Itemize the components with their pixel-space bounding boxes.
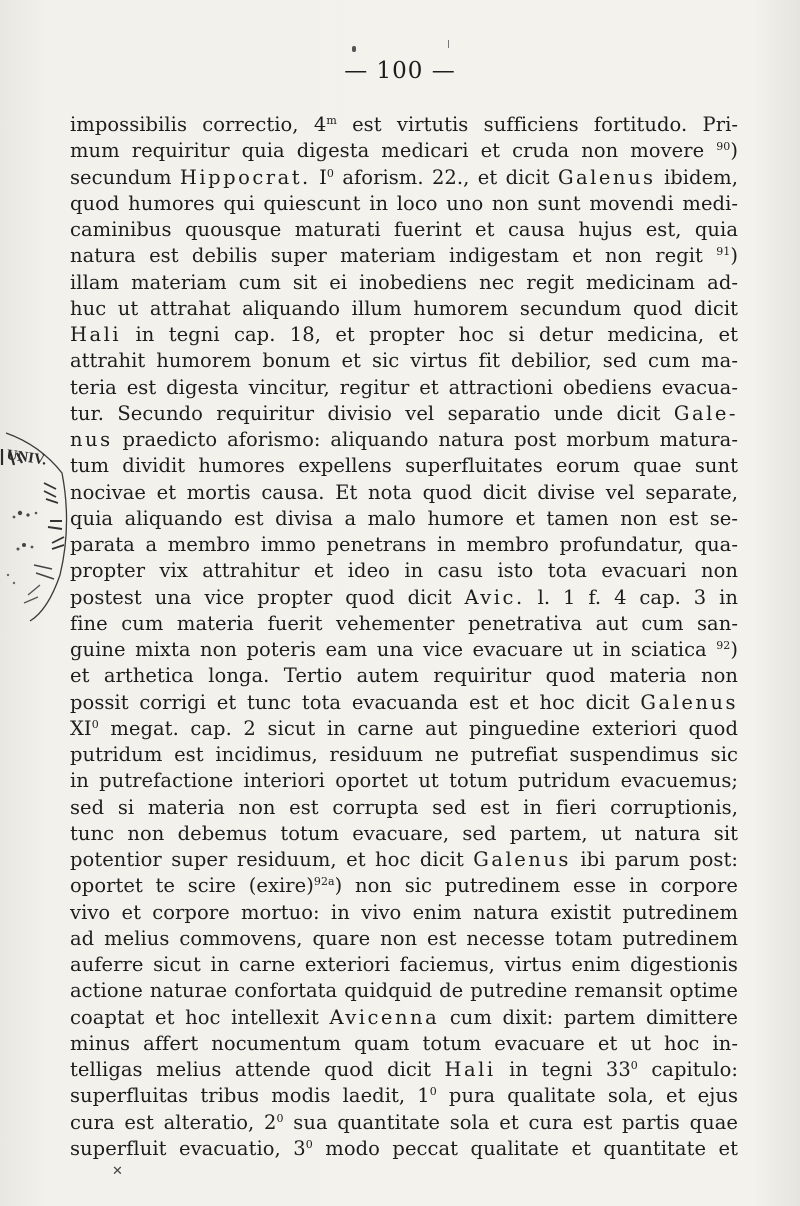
text-segment: huc ut attrahat aliquando illum humorem secundum quod dicit [70,296,738,320]
text-segment: mum requiritur quia digesta medicari et cruda non movere [70,139,717,163]
text-segment: teria est digesta vincitur, regitur et attractioni obediens evacua- [70,375,738,399]
text-segment: actione naturae confortata quidquid de putredine remansit optime [70,979,738,1003]
text-line [70,690,738,716]
text-line [70,637,738,663]
text-segment: Galenus [473,848,571,871]
text-segment: Avic. [464,585,525,609]
text-segment: cum dixit: partem dimittere [439,1005,739,1029]
ink-mark: ✕ [112,1164,123,1179]
text-segment: in tegni cap. 18, et propter hoc si detur medicina, et [121,323,738,346]
text-line [70,217,738,243]
text-segment: aforism. 22., et dicit [333,165,558,189]
text-segment: tunc non debemus totum evacuare, sed partem, ut natura sit [70,821,738,845]
text-segment: minus affert nocumentum quam totum evacuare et ut hoc in- [70,1031,738,1055]
text-line [70,532,738,558]
body-text [70,112,738,1162]
text-line [70,742,738,768]
text-line [70,348,738,374]
text-segment: Galenus [557,165,656,189]
text-line [70,1136,738,1162]
text-line [70,900,738,926]
text-line [70,480,738,506]
text-segment: guine mixta non poteris eam una vice evacuare ut in sciatica [70,638,717,661]
text-segment: telligas melius attende quod dicit [70,1058,445,1081]
footnote-ref: 0 [276,1111,284,1125]
text-segment: sua quantitate sola et cura est partis quae [283,1110,738,1134]
text-segment: parata a membro immo penetrans in membro profundatur, qua- [70,533,738,556]
text-segment: est virtutis sufficiens fortitudo. Pri- [336,113,738,136]
text-segment: I [310,165,327,189]
text-line [70,1057,738,1083]
text-line [70,611,738,637]
text-line [70,952,738,978]
text-line [70,243,738,269]
text-line [70,847,738,873]
text-segment: capitulo: [637,1058,738,1081]
text-segment: pura qualitate sola, et ejus [436,1084,738,1108]
text-line [70,322,738,348]
text-segment: fine cum materia fuerit vehementer penetrativa aut cum san- [70,611,738,635]
text-segment: ) [730,139,738,163]
text-segment: possit corrigi et tunc tota evacuanda est et hoc dicit [70,690,641,714]
text-line [70,795,738,821]
text-line [70,112,738,138]
text-segment: ibi parum post: [570,848,738,871]
library-stamp [0,425,70,625]
text-segment: postest una vice propter quod dicit [70,585,465,609]
text-segment: coaptat et hoc intellexit [70,1005,330,1029]
text-segment: secundum [70,165,180,189]
footnote-ref: 0 [305,1137,313,1151]
text-segment: in putrefactione interiori oportet ut totum putridum evacuemus; [70,769,738,793]
text-segment: Hippocrat. [179,165,311,189]
text-segment: auferre sicut in carne exteriori faciemus, virtus enim digestionis [70,953,738,976]
text-segment: ) non sic putredinem esse in corpore [334,874,738,898]
footnote-ref: 0 [326,166,334,180]
text-segment: Galenus [640,690,738,714]
text-line [70,427,738,453]
footnote-ref: m [326,114,337,127]
text-segment: Avicenna [329,1005,440,1029]
text-segment: Hali [444,1058,496,1081]
text-segment: ) [730,244,738,268]
ink-mark [448,40,449,48]
text-segment: ad melius commovens, quare non est necesse totam putredinem [70,926,738,950]
text-segment: nocivae et mortis causa. Et nota quod dicit divise vel separate, [70,480,738,504]
text-line [70,663,738,689]
text-segment: propter vix attrahitur et ideo in casu isto tota evacuari non [70,559,738,583]
text-line [70,585,738,611]
text-segment: ibidem, [655,165,738,189]
footnote-ref: 90 [716,140,731,154]
text-segment: vivo et corpore mortuo: in vivo enim natura existit putredinem [70,900,738,924]
text-segment: nus [70,428,113,451]
text-segment: superfluitas tribus modis laedit, 1 [70,1084,430,1108]
text-segment: in tegni 33 [495,1058,631,1081]
text-segment: tur. Secundo requiritur divisio vel separatio unde dicit [70,401,674,425]
footnote-ref: 91 [716,245,731,259]
text-line [70,716,738,742]
text-line [70,165,738,191]
text-segment: praedicto aforismo: aliquando natura post morbum matura- [112,428,738,451]
text-line [70,558,738,584]
footnote-ref: 0 [91,717,99,731]
text-line [70,1031,738,1057]
text-line [70,453,738,479]
text-segment: et arthetica longa. Tertio autem requiritur quod materia non [70,664,738,688]
text-line [70,1083,738,1109]
text-segment: l. 1 f. 4 cap. 3 in [524,585,738,609]
text-line [70,375,738,401]
text-segment: superfluit evacuatio, 3 [70,1136,306,1160]
text-line [70,1005,738,1031]
footnote-ref: 0 [630,1059,638,1072]
text-line [70,821,738,847]
text-segment: modo peccat qualitate et quantitate et [312,1136,739,1160]
text-segment: tum dividit humores expellens superfluitates eorum quae sunt [70,454,738,478]
text-segment: potentior super residuum, et hoc dicit [70,848,474,871]
text-segment: natura est debilis super materiam indigestam et non regit [70,244,717,268]
footnote-ref: 92a [313,875,335,889]
text-segment: quia aliquando est divisa a malo humore et tamen non est se- [70,506,738,530]
text-segment: megat. cap. 2 sicut in carne aut pinguedine exteriori quod [98,716,738,740]
text-line [70,401,738,427]
page-number: — 100 — [344,58,456,84]
text-line [70,506,738,532]
text-line [70,138,738,164]
text-segment: XI [70,716,92,740]
text-line [70,191,738,217]
text-line [70,926,738,952]
text-segment: cura est alteratio, 2 [70,1110,277,1134]
text-line [70,978,738,1004]
text-segment: putridum est incidimus, residuum ne putrefiat suspendimus sic [70,743,738,766]
text-line [70,1110,738,1136]
text-segment: Gale- [673,401,738,425]
footnote-ref: 0 [429,1085,437,1099]
text-line [70,873,738,899]
text-line [70,768,738,794]
text-line [70,270,738,296]
text-segment: attrahit humorem bonum et sic virtus fit debilior, sed cum ma- [70,349,738,373]
text-segment: sed si materia non est corrupta sed est in fieri corruptionis, [70,795,738,819]
text-line [70,296,738,322]
text-segment: caminibus quousque maturati fuerint et causa hujus est, quia [70,218,738,241]
text-segment: oportet te scire (exire) [70,874,314,898]
svg-text:UNIV.: UNIV. [5,447,48,469]
ink-speck [352,46,356,52]
text-segment: impossibilis correctio, 4 [70,113,327,136]
text-segment: ) [730,638,738,661]
text-segment: illam materiam cum sit ei inobediens nec regit medicinam ad- [70,270,738,294]
footnote-ref: 92 [716,639,731,652]
text-segment: quod humores qui quiescunt in loco uno non sunt movendi medi- [70,191,738,215]
text-segment: Hali [70,323,122,346]
